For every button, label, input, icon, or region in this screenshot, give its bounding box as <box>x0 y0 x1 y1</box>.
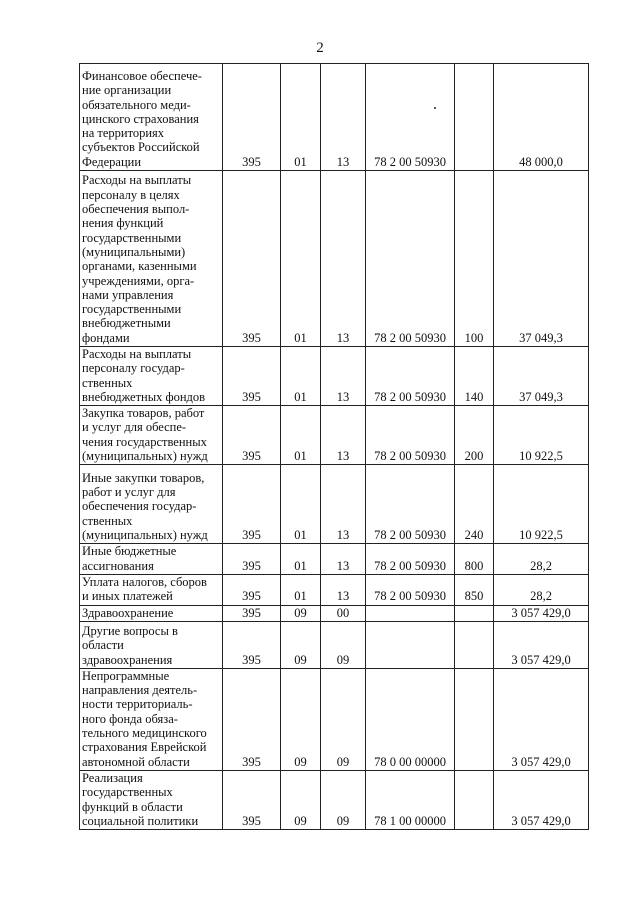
cell-item-name <box>80 171 223 347</box>
cell-expense-type <box>455 605 494 621</box>
item-name-line: ственных <box>82 375 133 390</box>
cell-section: 09 <box>281 621 321 668</box>
cell-subsection: 13 <box>321 347 366 406</box>
cell-subsection: 13 <box>321 171 366 347</box>
cell-subsection: 00 <box>321 605 366 621</box>
table-row <box>80 406 589 465</box>
cell-amount: 48 000,0 <box>494 64 589 171</box>
item-name-line: нами управления <box>82 287 174 302</box>
item-name-line: Непрограммные <box>82 668 170 683</box>
cell-ved: 395 <box>223 544 281 575</box>
cell-section: 01 <box>281 64 321 171</box>
cell-amount: 3 057 429,0 <box>494 621 589 668</box>
cell-item-name <box>80 621 223 668</box>
item-name-line: государственными <box>82 302 182 317</box>
item-name-line: внебюджетными <box>82 316 171 331</box>
item-name-line: обеспечения государ- <box>82 499 197 514</box>
cell-target-article: 78 2 00 50930 <box>366 574 455 605</box>
cell-amount: 37 049,3 <box>494 347 589 406</box>
table-row <box>80 621 589 668</box>
cell-target-article: 78 2 00 50930 <box>366 64 455 171</box>
table-row <box>80 347 589 406</box>
cell-target-article: 78 1 00 00000 <box>366 770 455 829</box>
table-row <box>80 171 589 347</box>
item-name-line: персоналу в целях <box>82 187 180 202</box>
cell-amount: 10 922,5 <box>494 406 589 465</box>
item-name-line: Расходы на выплаты <box>82 347 192 361</box>
item-name-line: ние организации <box>82 83 172 98</box>
cell-amount: 28,2 <box>494 544 589 575</box>
cell-section: 09 <box>281 605 321 621</box>
item-name-line: нения функций <box>82 216 164 231</box>
cell-expense-type: 100 <box>455 171 494 347</box>
cell-target-article: 78 0 00 00000 <box>366 668 455 770</box>
item-name-line: внебюджетных фондов <box>82 389 206 404</box>
cell-subsection: 09 <box>321 770 366 829</box>
cell-subsection: 09 <box>321 668 366 770</box>
cell-section: 01 <box>281 171 321 347</box>
cell-ved: 395 <box>223 406 281 465</box>
item-name-line: чения государственных <box>82 434 207 449</box>
cell-section: 01 <box>281 574 321 605</box>
cell-amount: 3 057 429,0 <box>494 605 589 621</box>
cell-ved: 395 <box>223 347 281 406</box>
cell-amount: 10 922,5 <box>494 465 589 544</box>
table-row <box>80 770 589 829</box>
table-row <box>80 668 589 770</box>
item-name-line: работ и услуг для <box>82 485 176 500</box>
item-name-line: Иные закупки товаров, <box>82 470 205 485</box>
item-name-line: функций в области <box>82 799 183 814</box>
cell-target-article <box>366 621 455 668</box>
cell-target-article: 78 2 00 50930 <box>366 171 455 347</box>
cell-ved: 395 <box>223 465 281 544</box>
cell-section: 01 <box>281 347 321 406</box>
cell-item-name <box>80 770 223 829</box>
cell-subsection: 09 <box>321 621 366 668</box>
cell-item-name <box>80 465 223 544</box>
item-name-line: цинского страхования <box>82 111 199 126</box>
cell-expense-type <box>455 64 494 171</box>
item-name-line: Другие вопросы в <box>82 623 178 638</box>
item-name-line: обеспечения выпол- <box>82 202 190 217</box>
cell-expense-type <box>455 621 494 668</box>
cell-subsection: 13 <box>321 544 366 575</box>
cell-ved: 395 <box>223 605 281 621</box>
cell-expense-type: 140 <box>455 347 494 406</box>
cell-amount: 28,2 <box>494 574 589 605</box>
item-name-line: субъектов Российской <box>82 140 200 155</box>
item-name-line: Иные бюджетные <box>82 544 177 559</box>
item-name-line: ности территориаль- <box>82 697 193 712</box>
item-name-line: на территориях <box>82 126 165 141</box>
cell-section: 09 <box>281 668 321 770</box>
item-name-line: (муниципальных) нужд <box>82 528 208 543</box>
item-name-line: ственных <box>82 513 133 528</box>
item-name-line: страхования Еврейской <box>82 740 207 755</box>
cell-item-name <box>80 574 223 605</box>
cell-ved: 395 <box>223 770 281 829</box>
page-number: 2 <box>316 40 324 56</box>
cell-ved: 395 <box>223 668 281 770</box>
cell-target-article: 78 2 00 50930 <box>366 465 455 544</box>
item-name-line: направления деятель- <box>82 683 198 698</box>
scan-speck <box>434 107 436 109</box>
item-name-line: Закупка товаров, работ <box>82 406 205 421</box>
cell-amount: 37 049,3 <box>494 171 589 347</box>
cell-subsection: 13 <box>321 465 366 544</box>
item-name-line: и иных платежей <box>82 589 173 604</box>
cell-amount: 3 057 429,0 <box>494 668 589 770</box>
item-name-line: Финансовое обеспече- <box>82 68 202 83</box>
table-row <box>80 544 589 575</box>
cell-item-name <box>80 406 223 465</box>
cell-ved: 395 <box>223 574 281 605</box>
item-name-line: автономной области <box>82 754 190 769</box>
item-name-line: Расходы на выплаты <box>82 173 192 188</box>
cell-item-name <box>80 605 223 621</box>
cell-item-name <box>80 64 223 171</box>
cell-section: 01 <box>281 465 321 544</box>
item-name-line: ассигнования <box>82 558 154 573</box>
item-name-line: Реализация <box>82 770 143 785</box>
cell-expense-type: 850 <box>455 574 494 605</box>
cell-target-article: 78 2 00 50930 <box>366 544 455 575</box>
table-row <box>80 574 589 605</box>
item-name-line: органами, казенными <box>82 259 197 274</box>
cell-expense-type <box>455 770 494 829</box>
cell-item-name <box>80 544 223 575</box>
cell-expense-type: 200 <box>455 406 494 465</box>
item-name-line: (муниципальными) <box>82 244 186 259</box>
table-row <box>80 465 589 544</box>
cell-ved: 395 <box>223 171 281 347</box>
item-name-line: государственных <box>82 785 173 800</box>
item-name-line: социальной политики <box>82 813 199 828</box>
cell-expense-type: 800 <box>455 544 494 575</box>
cell-ved: 395 <box>223 64 281 171</box>
item-name-line: тельного медицинского <box>82 726 207 741</box>
cell-item-name <box>80 347 223 406</box>
table-row <box>80 64 589 171</box>
cell-target-article: 78 2 00 50930 <box>366 347 455 406</box>
budget-table-body <box>80 64 589 830</box>
cell-subsection: 13 <box>321 406 366 465</box>
item-name-line: обязательного меди- <box>82 97 191 112</box>
item-name-line: и услуг для обеспе- <box>82 420 187 435</box>
table-row <box>80 605 589 621</box>
cell-section: 01 <box>281 406 321 465</box>
cell-expense-type <box>455 668 494 770</box>
item-name-line: Здравоохранение <box>82 605 174 620</box>
cell-subsection: 13 <box>321 574 366 605</box>
budget-table <box>79 63 589 830</box>
cell-section: 09 <box>281 770 321 829</box>
cell-amount: 3 057 429,0 <box>494 770 589 829</box>
item-name-line: Уплата налогов, сборов <box>82 574 207 589</box>
cell-target-article: 78 2 00 50930 <box>366 406 455 465</box>
cell-item-name <box>80 668 223 770</box>
item-name-line: ного фонда обяза- <box>82 711 178 726</box>
cell-expense-type: 240 <box>455 465 494 544</box>
item-name-line: здравоохранения <box>82 652 173 667</box>
item-name-line: Федерации <box>82 154 142 169</box>
cell-section: 01 <box>281 544 321 575</box>
item-name-line: (муниципальных) нужд <box>82 449 208 464</box>
cell-subsection: 13 <box>321 64 366 171</box>
cell-target-article <box>366 605 455 621</box>
item-name-line: учреждениями, орга- <box>82 273 195 288</box>
item-name-line: области <box>82 638 124 653</box>
cell-ved: 395 <box>223 621 281 668</box>
item-name-line: фондами <box>82 330 130 345</box>
item-name-line: персоналу государ- <box>82 361 185 376</box>
item-name-line: государственными <box>82 230 182 245</box>
